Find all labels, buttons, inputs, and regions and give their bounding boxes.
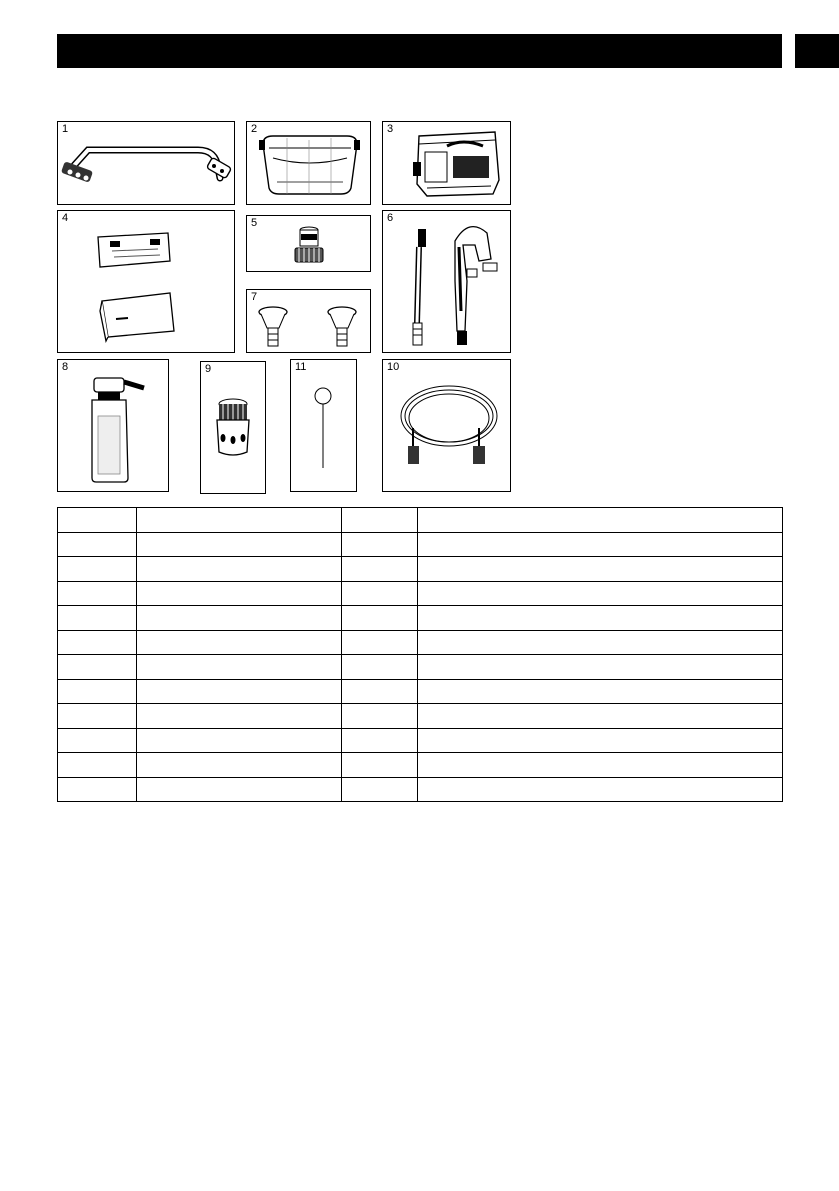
table-cell bbox=[58, 532, 137, 557]
table-row bbox=[58, 532, 783, 557]
language-tab bbox=[795, 34, 839, 68]
panel-6 bbox=[382, 210, 511, 353]
table-cell bbox=[418, 753, 783, 778]
table-row bbox=[58, 630, 783, 655]
table-row bbox=[58, 581, 783, 606]
table-cell bbox=[58, 777, 137, 802]
panel-9 bbox=[200, 361, 266, 494]
table-cell bbox=[342, 777, 418, 802]
high-pressure-hose-icon bbox=[383, 360, 512, 493]
table-cell bbox=[58, 606, 137, 631]
battery-and-bracket-icon bbox=[58, 211, 236, 354]
table-cell bbox=[137, 508, 342, 533]
table-cell bbox=[137, 557, 342, 582]
handle-icon bbox=[58, 122, 236, 206]
table-cell bbox=[342, 508, 418, 533]
panel-1 bbox=[57, 121, 235, 205]
table-cell bbox=[137, 630, 342, 655]
table-cell bbox=[342, 581, 418, 606]
table-cell bbox=[137, 704, 342, 729]
table-cell bbox=[418, 704, 783, 729]
panel-number: 10 bbox=[387, 361, 400, 373]
panel-5 bbox=[246, 215, 371, 272]
panel-8 bbox=[57, 359, 169, 492]
table-cell bbox=[58, 679, 137, 704]
table-cell bbox=[342, 679, 418, 704]
panel-number: 2 bbox=[251, 123, 258, 135]
table-cell bbox=[418, 557, 783, 582]
panel-number: 8 bbox=[62, 361, 69, 373]
filter-adapter-icon bbox=[201, 362, 267, 495]
table-cell bbox=[137, 679, 342, 704]
table-cell bbox=[418, 606, 783, 631]
table-cell bbox=[418, 679, 783, 704]
table-cell bbox=[137, 753, 342, 778]
parts-table bbox=[57, 507, 783, 802]
table-row bbox=[58, 728, 783, 753]
panel-number: 5 bbox=[251, 217, 258, 229]
pressure-washer-body-icon bbox=[383, 122, 512, 206]
table-cell bbox=[418, 532, 783, 557]
table-cell bbox=[342, 606, 418, 631]
table-cell bbox=[58, 728, 137, 753]
table-cell bbox=[137, 655, 342, 680]
foam-bottle-icon bbox=[58, 360, 170, 493]
table-row bbox=[58, 655, 783, 680]
table-cell bbox=[137, 532, 342, 557]
table-cell bbox=[418, 777, 783, 802]
table-cell bbox=[342, 753, 418, 778]
table-cell bbox=[342, 655, 418, 680]
table-row bbox=[58, 606, 783, 631]
table-cell bbox=[58, 581, 137, 606]
table-row bbox=[58, 557, 783, 582]
panel-2 bbox=[246, 121, 371, 205]
table-row bbox=[58, 508, 783, 533]
table-cell bbox=[418, 630, 783, 655]
table-cell bbox=[58, 630, 137, 655]
table-cell bbox=[342, 728, 418, 753]
table-cell bbox=[418, 508, 783, 533]
panel-number: 3 bbox=[387, 123, 394, 135]
table-cell bbox=[342, 704, 418, 729]
table-cell bbox=[418, 581, 783, 606]
table-row bbox=[58, 704, 783, 729]
panel-number: 9 bbox=[205, 363, 212, 375]
table-cell bbox=[58, 557, 137, 582]
cleaning-needle-icon bbox=[291, 360, 358, 493]
table-cell bbox=[342, 532, 418, 557]
table-cell bbox=[342, 557, 418, 582]
panel-11 bbox=[290, 359, 357, 492]
table-cell bbox=[137, 606, 342, 631]
panel-3 bbox=[382, 121, 511, 205]
table-cell bbox=[58, 704, 137, 729]
table-cell bbox=[342, 630, 418, 655]
table-cell bbox=[58, 753, 137, 778]
table-cell bbox=[137, 728, 342, 753]
nozzle-tips-icon bbox=[247, 290, 372, 354]
table-cell bbox=[58, 508, 137, 533]
panel-number: 11 bbox=[295, 361, 307, 373]
panel-number: 7 bbox=[251, 291, 258, 303]
table-row bbox=[58, 777, 783, 802]
table-cell bbox=[418, 728, 783, 753]
table-cell bbox=[58, 655, 137, 680]
header-bar bbox=[57, 34, 782, 68]
panel-4 bbox=[57, 210, 235, 353]
panel-number: 6 bbox=[387, 212, 394, 224]
table-row bbox=[58, 679, 783, 704]
table-cell bbox=[418, 655, 783, 680]
panel-number: 4 bbox=[62, 212, 69, 224]
panel-10 bbox=[382, 359, 511, 492]
table-cell bbox=[137, 777, 342, 802]
hose-connector-icon bbox=[247, 216, 372, 273]
panel-7 bbox=[246, 289, 371, 353]
panel-number: 1 bbox=[62, 123, 69, 135]
table-row bbox=[58, 753, 783, 778]
spray-gun-and-lance-icon bbox=[383, 211, 512, 354]
storage-basket-icon bbox=[247, 122, 372, 206]
table-cell bbox=[137, 581, 342, 606]
